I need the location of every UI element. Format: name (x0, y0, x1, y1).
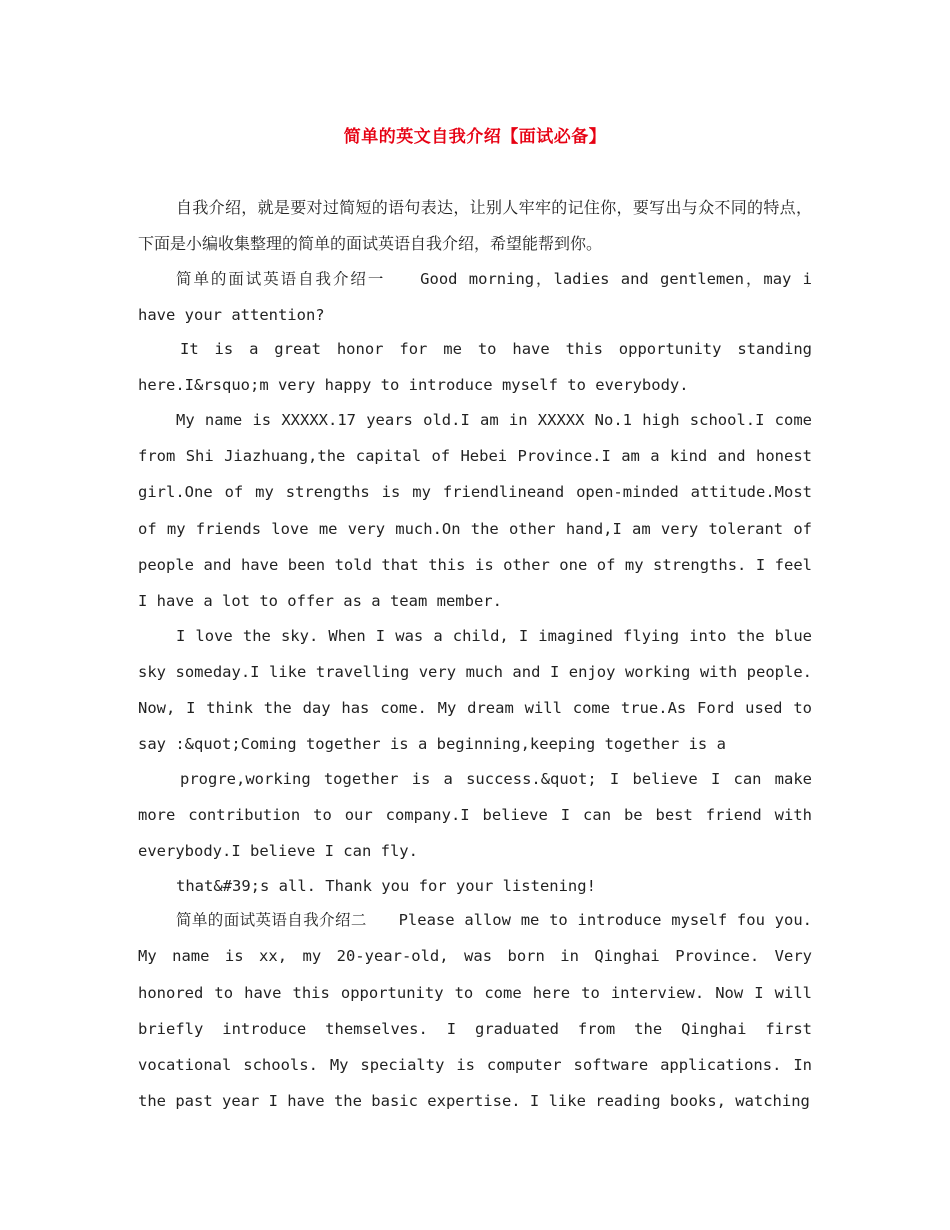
document-title: 简单的英文自我介绍【面试必备】 (343, 127, 607, 147)
paragraph-my-name: My name is XXXXX.17 years old.I am in XXXXX No.1 high school.I come from Shi Jiazhuang,the capital of Hebei Province.I am a kind and honest girl.One of my strengths is my friendlineand open-minded attitude.Most of my friends love me very much.On the other hand,I am very tolerant of people and have been told that this is other one of my strengths. I feel I have a lot to offer as a team member. (138, 410, 812, 611)
paragraph-love-sky: I love the sky. When I was a child, I imagined flying into the blue sky someday.I like travelling very much and I enjoy working with people. Now, I think the day has come. My dream will come true.As Ford used to say :&quot;Coming together is a beginning,keeping together is a (138, 626, 812, 754)
document-body (138, 190, 812, 1120)
paragraph-intro: 自我介绍，就是要对过简短的语句表达，让别人牢牢的记住你，要写出与众不同的特点，下面是小编收集整理的简单的面试英语自我介绍，希望能帮到你。 (138, 198, 812, 254)
paragraph-sample-two: 简单的面试英语自我介绍二 Please allow me to introduce myself fou you. My name is xx, my 20-year-old, was born in Qinghai Province. Very honored to have this opportunity to come here to interview. Now I will briefly introduce themselves. I graduated from the Qinghai first vocational schools. My specialty is computer software applications. In the past year I have the basic expertise. I like reading books, watching (138, 910, 812, 1111)
paragraph-honor: It is a great honor for me to have this opportunity standing here.I&rsquo;m very happy to introduce myself to everybody. (138, 340, 812, 395)
paragraph-progress: progre,working together is a success.&quot; I believe I can make more contribution to our company.I believe I can be best friend with everybody.I believe I can fly. (138, 769, 812, 861)
paragraph-thanks: that&#39;s all. Thank you for your listening! (176, 876, 596, 895)
paragraph-sample-one-heading: 简单的面试英语自我介绍一 Good morning，ladies and gentlemen，may i have your attention? (138, 269, 812, 324)
